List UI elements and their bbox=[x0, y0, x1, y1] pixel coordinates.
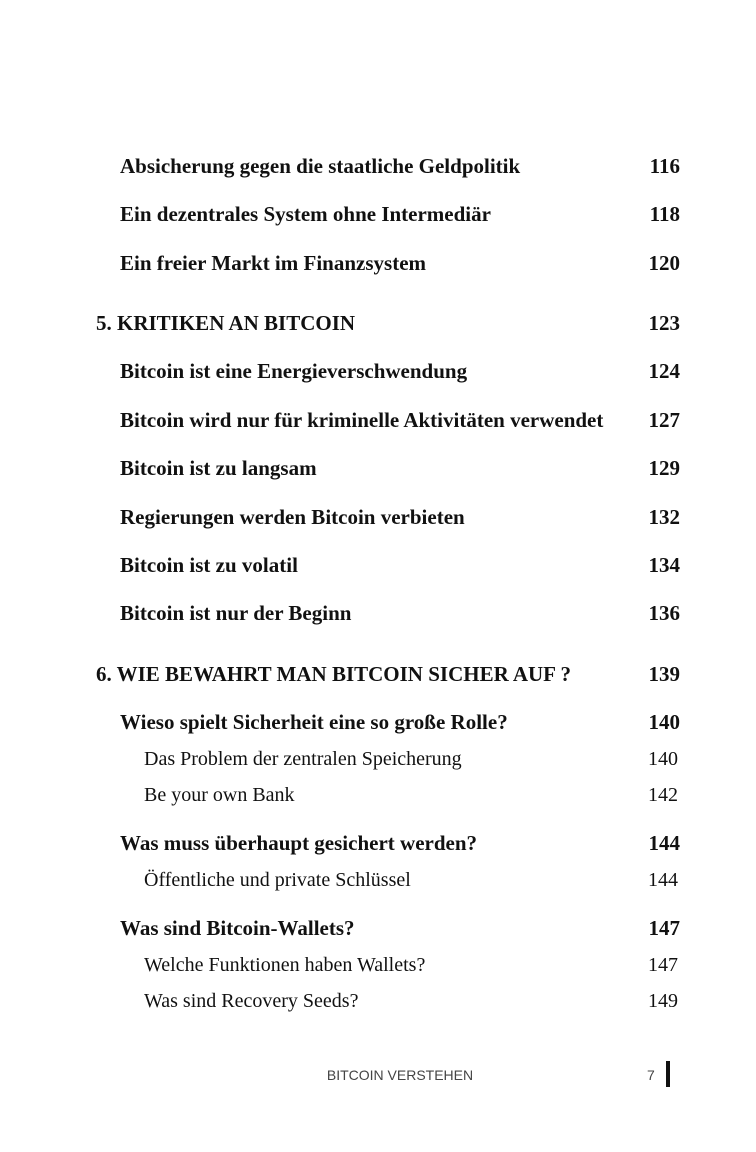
toc-chapter-page: 123 bbox=[648, 311, 680, 335]
toc-subentry-title: Was sind Recovery Seeds? bbox=[144, 990, 359, 1012]
toc-subentry-page: 142 bbox=[648, 784, 678, 806]
toc-entry-page: 118 bbox=[649, 202, 680, 226]
toc-entry-page: 140 bbox=[648, 710, 680, 734]
toc-entry-title: Bitcoin ist zu langsam bbox=[120, 456, 317, 480]
toc-entry-page: 136 bbox=[648, 601, 680, 625]
footer-rule bbox=[666, 1061, 670, 1087]
toc-entry-page: 129 bbox=[648, 456, 680, 480]
toc-subentry-page: 140 bbox=[648, 748, 678, 770]
toc-entry-title: Wieso spielt Sicherheit eine so große Rolle? bbox=[120, 710, 508, 734]
toc-subentry-title: Das Problem der zentralen Speicherung bbox=[144, 748, 462, 770]
toc-subentry-page: 149 bbox=[648, 990, 678, 1012]
toc-subentry-title: Öffentliche und private Schlüssel bbox=[144, 869, 411, 891]
toc-entry-page: 116 bbox=[649, 154, 680, 178]
toc-entry-title: Was muss überhaupt gesichert werden? bbox=[120, 831, 478, 855]
toc-subentry-title: Be your own Bank bbox=[144, 784, 295, 806]
toc-entry-page: 144 bbox=[648, 831, 680, 855]
toc-chapter-title: 6. WIE BEWAHRT MAN BITCOIN SICHER AUF ? bbox=[96, 662, 571, 686]
toc-entry-page: 124 bbox=[648, 359, 680, 383]
toc-entry-page: 132 bbox=[648, 505, 680, 529]
toc-entry-title: Absicherung gegen die staatliche Geldpolitik bbox=[120, 154, 521, 178]
toc-entry-title: Ein freier Markt im Finanzsystem bbox=[120, 251, 427, 275]
toc-entry-title: Bitcoin ist nur der Beginn bbox=[120, 601, 352, 625]
page-number: 7 bbox=[647, 1067, 655, 1083]
toc-entry-page: 127 bbox=[648, 408, 680, 432]
toc-chapter-page: 139 bbox=[648, 662, 680, 686]
toc-entry-page: 147 bbox=[648, 916, 680, 940]
toc-subentry-page: 147 bbox=[648, 954, 678, 976]
toc-entry-title: Bitcoin ist zu volatil bbox=[120, 553, 298, 577]
running-footer-title: BITCOIN VERSTEHEN bbox=[326, 1067, 474, 1083]
toc-entry-title: Ein dezentrales System ohne Intermediär bbox=[120, 202, 491, 226]
toc-entry-title: Bitcoin wird nur für kriminelle Aktivitäten verwendet bbox=[120, 408, 604, 432]
toc-subentry-page: 144 bbox=[648, 869, 678, 891]
toc-entry-title: Bitcoin ist eine Energieverschwendung bbox=[120, 359, 468, 383]
toc-subentry-title: Welche Funktionen haben Wallets? bbox=[144, 954, 426, 976]
toc-entry-page: 120 bbox=[648, 251, 680, 275]
toc-chapter-title: 5. KRITIKEN AN BITCOIN bbox=[96, 311, 356, 335]
toc-entry-page: 134 bbox=[648, 553, 680, 577]
toc-entry-title: Regierungen werden Bitcoin verbieten bbox=[120, 505, 465, 529]
toc-entry-title: Was sind Bitcoin-Wallets? bbox=[120, 916, 355, 940]
